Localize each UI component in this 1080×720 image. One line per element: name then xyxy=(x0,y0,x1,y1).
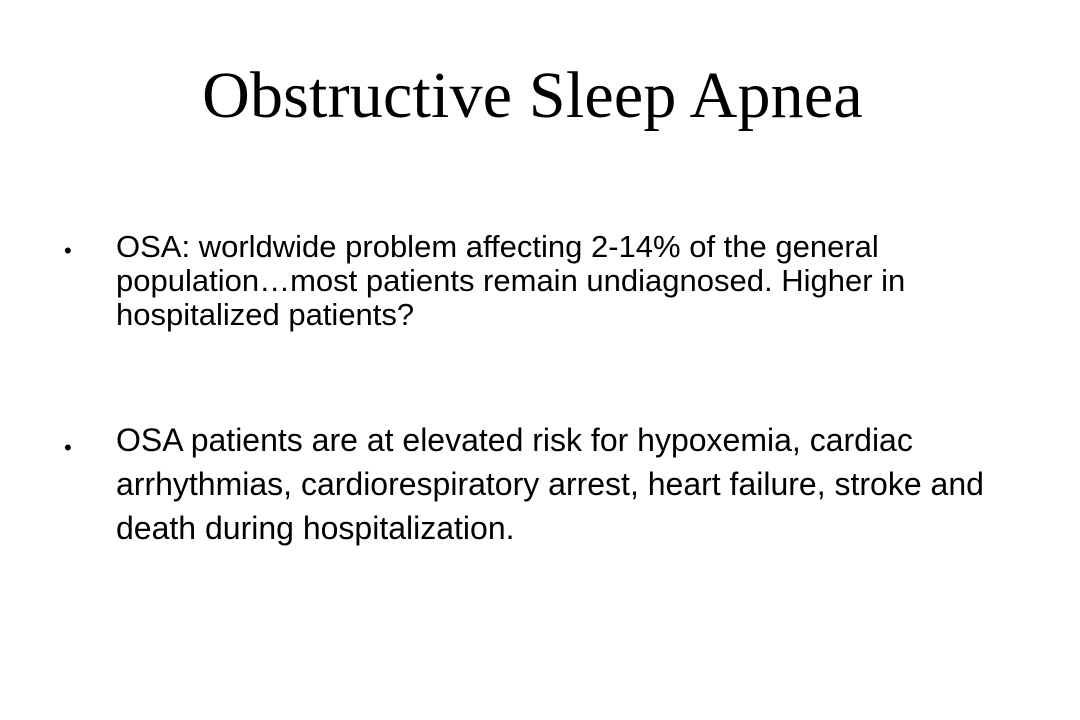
bullet-item-prevalence xyxy=(64,230,1024,332)
bullet-list xyxy=(64,230,1024,550)
bullet-text: OSA: worldwide problem affecting 2-14% of the general population…most patients remain undiagnosed. Higher in hospitalized patients? xyxy=(116,229,906,332)
bullet-text: OSA patients are at elevated risk for hypoxemia, cardiac arrhythmias, cardiorespiratory arrest, heart failure, stroke and death during hospitalization. xyxy=(116,422,984,546)
bullet-dot-icon: • xyxy=(64,238,72,263)
bullet-dot-icon: • xyxy=(64,435,72,460)
bullet-item-risks xyxy=(64,418,1024,550)
slide-title: Obstructive Sleep Apnea xyxy=(202,59,863,132)
